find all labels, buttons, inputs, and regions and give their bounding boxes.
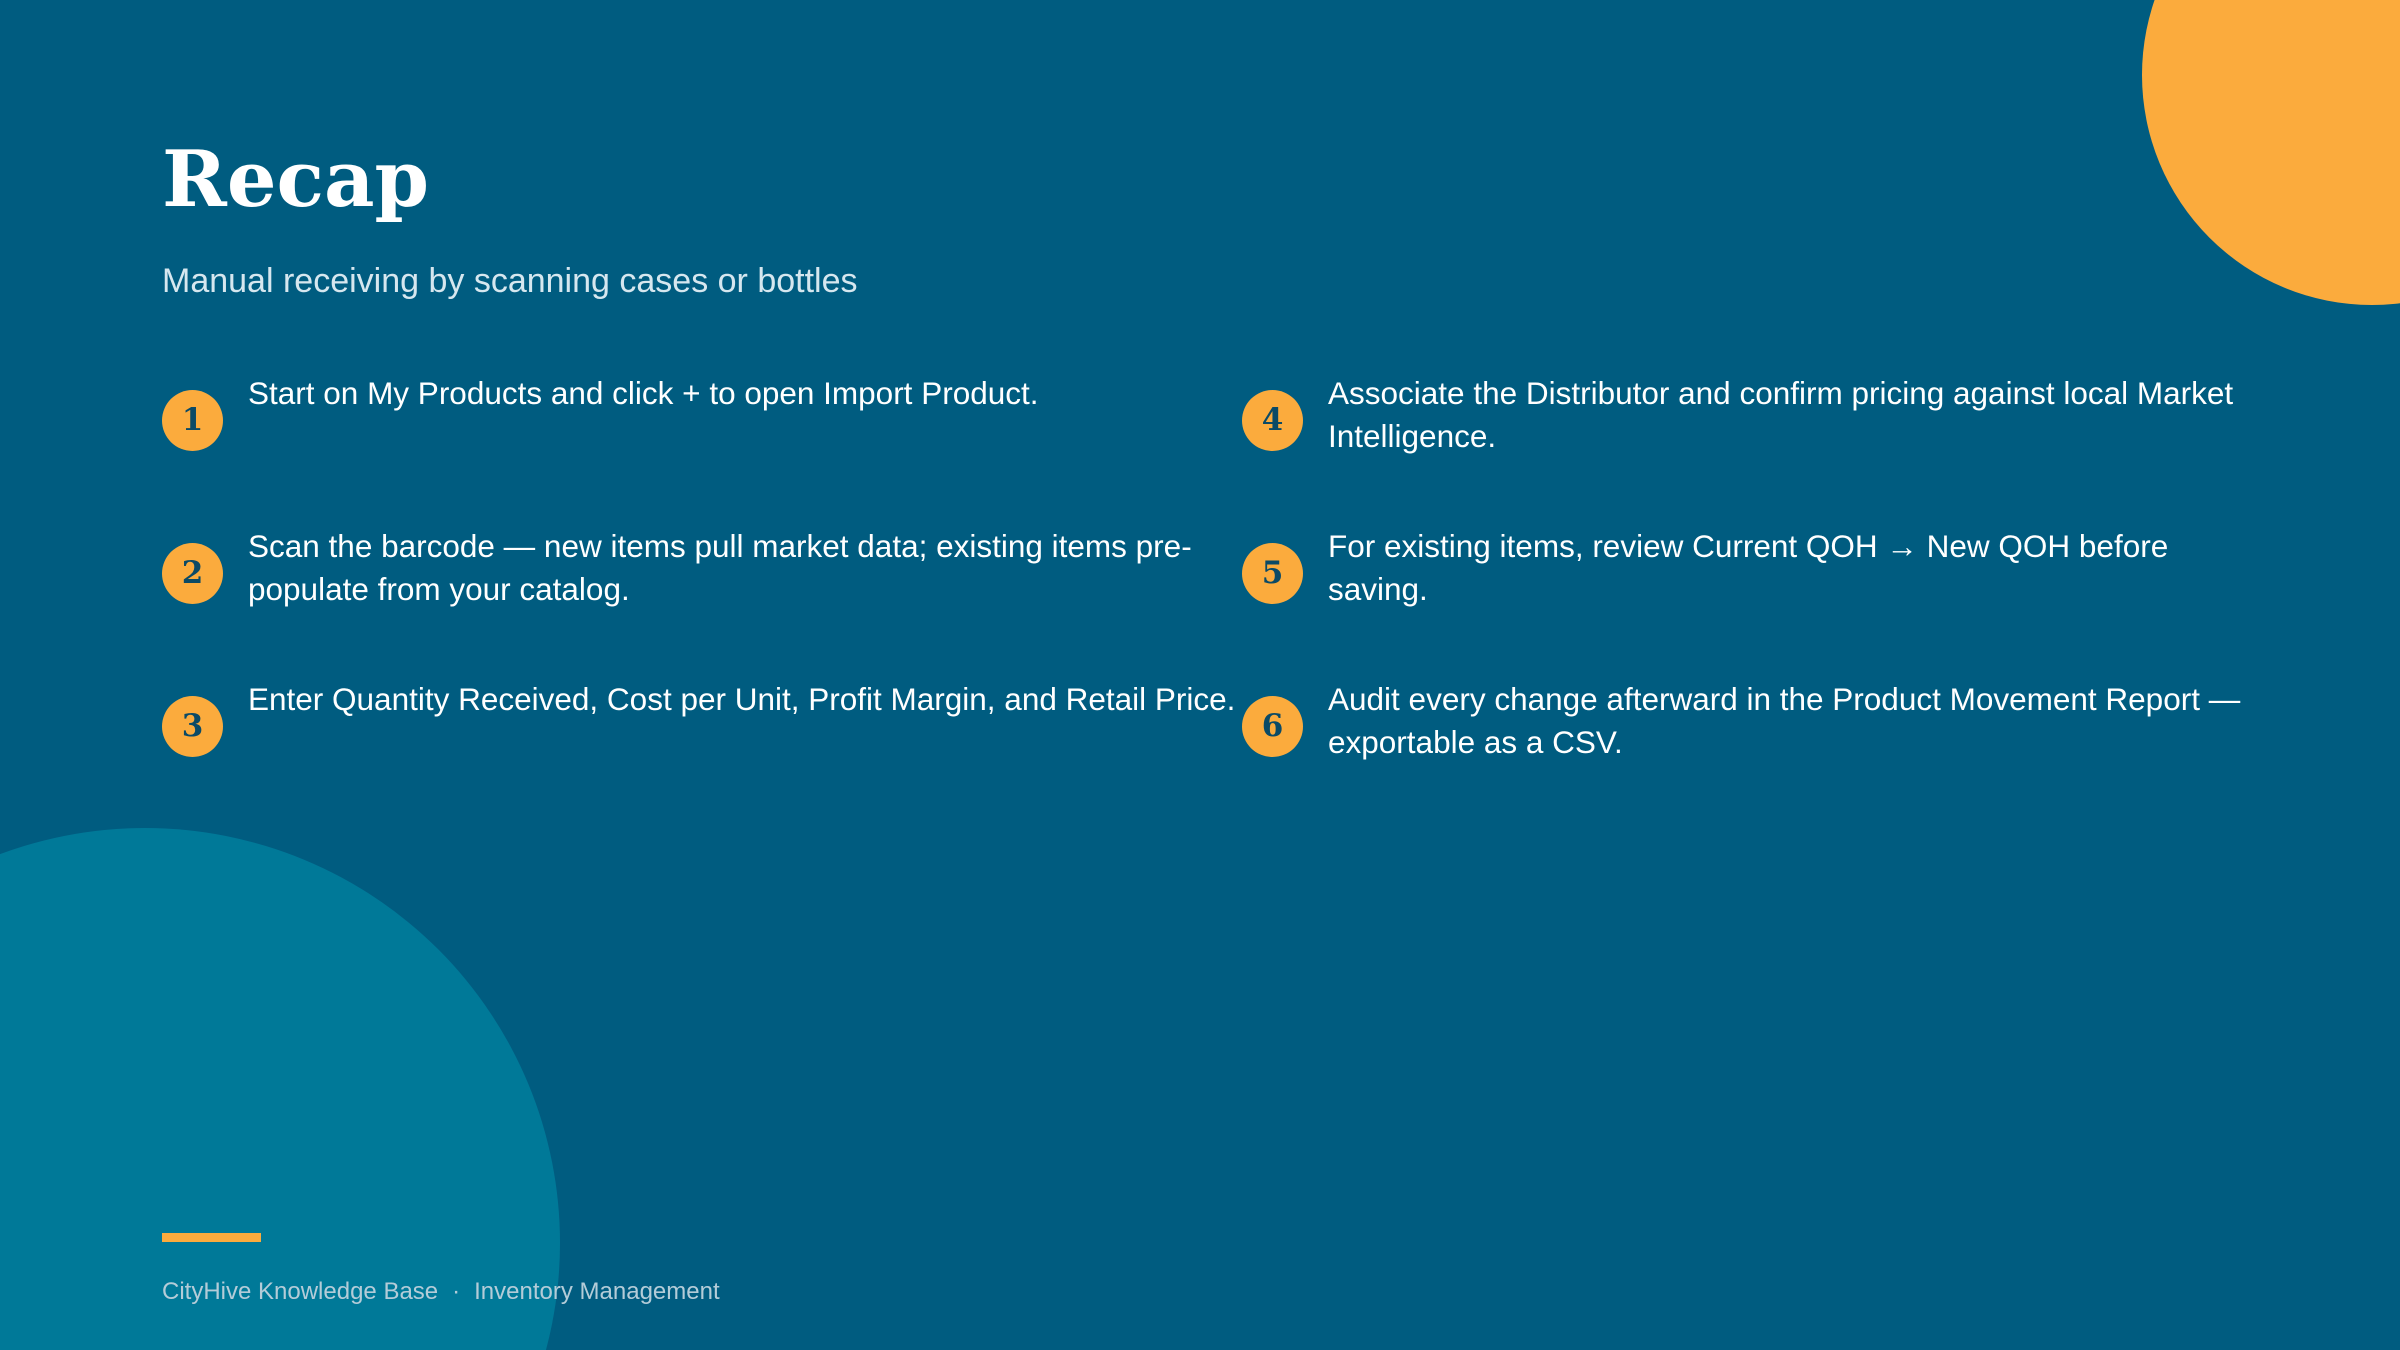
step-text: Start on My Products and click + to open Import Product. (248, 375, 1039, 411)
step-text: Audit every change afterward in the Product Movement Report — exportable as a CSV. (1328, 681, 2241, 760)
slide-subtitle: Manual receiving by scanning cases or bottles (162, 262, 858, 300)
step-item-1 (162, 372, 1162, 482)
step-item-5 (1242, 525, 2252, 635)
decorative-circle-orange (2142, 0, 2400, 305)
step-number-badge: 3 (162, 696, 223, 757)
step-number-badge: 2 (162, 543, 223, 604)
footer-brand: CityHive Knowledge Base (162, 1278, 439, 1305)
step-number-badge: 4 (1242, 390, 1303, 451)
step-number-badge: 5 (1242, 543, 1303, 604)
step-text: Associate the Distributor and confirm pricing against local Market Intelligence. (1328, 375, 2234, 454)
step-text: Scan the barcode — new items pull market data; existing items pre-populate from your catalog. (248, 528, 1192, 607)
slide-title: Recap (162, 134, 430, 225)
step-number-badge: 1 (162, 390, 223, 451)
step-item-3 (162, 678, 1236, 788)
step-number-badge: 6 (1242, 696, 1303, 757)
footer (162, 1275, 720, 1309)
step-item-2 (162, 525, 1192, 635)
footer-accent-bar (162, 1233, 261, 1242)
step-text: Enter Quantity Received, Cost per Unit, Profit Margin, and Retail Price. (248, 681, 1236, 717)
decorative-circle-teal (0, 828, 560, 1350)
footer-section: Inventory Management (474, 1278, 720, 1305)
step-item-6 (1242, 678, 2252, 788)
step-text: For existing items, review Current QOH → New QOH before saving. (1328, 528, 2169, 607)
steps-list (162, 372, 2252, 792)
step-item-4 (1242, 372, 2252, 482)
footer-separator: · (452, 1278, 461, 1305)
